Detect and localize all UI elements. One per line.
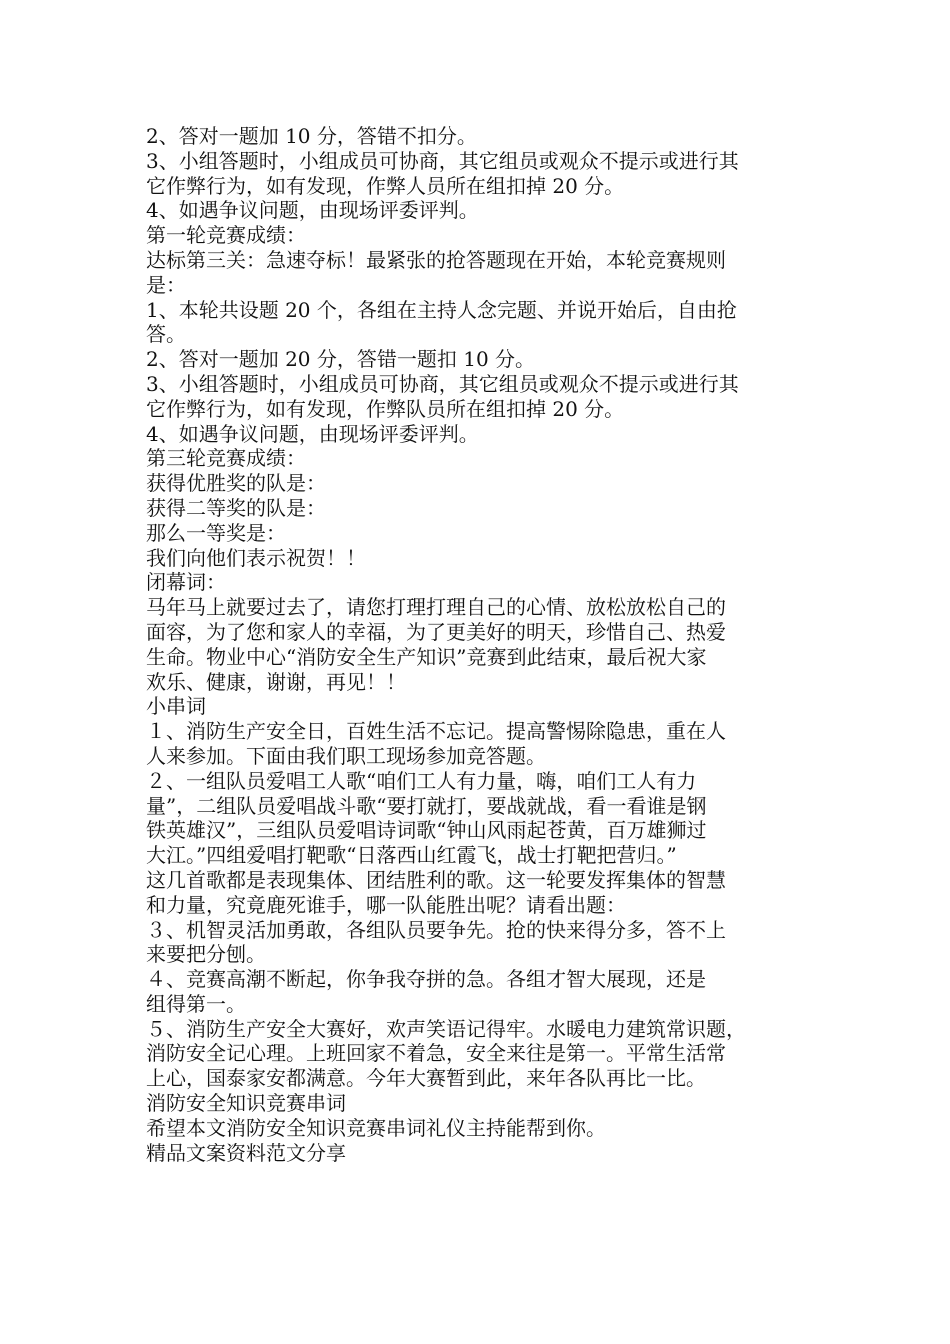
text-line: ４、竞赛高潮不断起，你争我夺拼的急。各组才智大展现，还是	[146, 967, 706, 992]
text-line: ５、消防生产安全大赛好，欢声笑语记得牢。水暖电力建筑常识题，	[146, 1016, 746, 1041]
text-line: 马年马上就要过去了，请您打理打理自己的心情、放松放松自己的	[146, 595, 726, 620]
text-line: 组得第一。	[146, 991, 246, 1016]
section-heading: 小串词	[146, 694, 206, 719]
text-line: 获得二等奖的队是：	[146, 495, 326, 520]
text-line: 我们向他们表示祝贺！！	[146, 545, 366, 570]
section-heading: 消防安全知识竞赛串词	[146, 1091, 346, 1116]
text-line: 1、本轮共设题 20 个，各组在主持人念完题、并说开始后，自由抢	[146, 297, 737, 322]
text-line: 4、如遇争议问题，由现场评委评判。	[146, 421, 479, 446]
text-line: 那么一等奖是：	[146, 520, 286, 545]
text-line: 人来参加。下面由我们职工现场参加竞答题。	[146, 743, 546, 768]
text-line: 获得优胜奖的队是：	[146, 471, 326, 496]
text-line: 4、如遇争议问题，由现场评委评判。	[146, 198, 479, 223]
section-heading: 第一轮竞赛成绩：	[146, 223, 306, 248]
footer-text: 精品文案资料范文分享	[146, 1140, 346, 1165]
document-body	[146, 124, 816, 1165]
text-line: 和力量，究竟鹿死谁手，哪一队能胜出呢？请看出题：	[146, 892, 626, 917]
text-line: 答。	[146, 322, 186, 347]
text-line: 它作弊行为，如有发现，作弊队员所在组扣掉 20 分。	[146, 396, 625, 421]
text-line: １、消防生产安全日，百姓生活不忘记。提高警惕除隐患，重在人	[146, 719, 726, 744]
text-line: 希望本文消防安全知识竞赛串词礼仪主持能帮到你。	[146, 1115, 606, 1140]
text-line: 量”，二组队员爱唱战斗歌“要打就打，要战就战，看一看谁是钢	[146, 793, 707, 818]
text-line: 2、答对一题加 20 分，答错一题扣 10 分。	[146, 347, 536, 372]
text-line: 这几首歌都是表现集体、团结胜利的歌。这一轮要发挥集体的智慧	[146, 867, 726, 892]
section-heading: 第三轮竞赛成绩：	[146, 446, 306, 471]
text-line: ３、机智灵活加勇敢，各组队员要争先。抢的快来得分多，答不上	[146, 917, 726, 942]
text-line: 铁英雄汉”，三组队员爱唱诗词歌“钟山风雨起苍黄，百万雄狮过	[146, 818, 707, 843]
text-line: 来要把分刨。	[146, 942, 266, 967]
text-line: 2、答对一题加 10 分，答错不扣分。	[146, 124, 477, 148]
text-line: 大江。”四组爱唱打靶歌“日落西山红霞飞，战士打靶把营归。”	[146, 843, 677, 868]
text-line: 达标第三关：急速夺标！最紧张的抢答题现在开始，本轮竞赛规则	[146, 247, 726, 272]
text-line: 3、小组答题时，小组成员可协商，其它组员或观众不提示或进行其	[146, 148, 739, 173]
text-line: 生命。物业中心“消防安全生产知识”竞赛到此结束，最后祝大家	[146, 644, 707, 669]
section-heading: 闭幕词：	[146, 570, 226, 595]
text-line: 上心，国泰家安都满意。今年大赛暂到此，来年各队再比一比。	[146, 1066, 706, 1091]
text-line: ２、一组队员爱唱工人歌“咱们工人有力量，嗨，咱们工人有力	[146, 768, 697, 793]
text-line: 是：	[146, 272, 186, 297]
text-line: 它作弊行为，如有发现，作弊人员所在组扣掉 20 分。	[146, 173, 625, 198]
text-line: 消防安全记心理。上班回家不着急，安全来往是第一。平常生活常	[146, 1041, 726, 1066]
text-line: 欢乐、健康，谢谢，再见！！	[146, 669, 406, 694]
text-line: 面容，为了您和家人的幸福，为了更美好的明天，珍惜自己、热爱	[146, 619, 726, 644]
text-line: 3、小组答题时，小组成员可协商，其它组员或观众不提示或进行其	[146, 371, 739, 396]
